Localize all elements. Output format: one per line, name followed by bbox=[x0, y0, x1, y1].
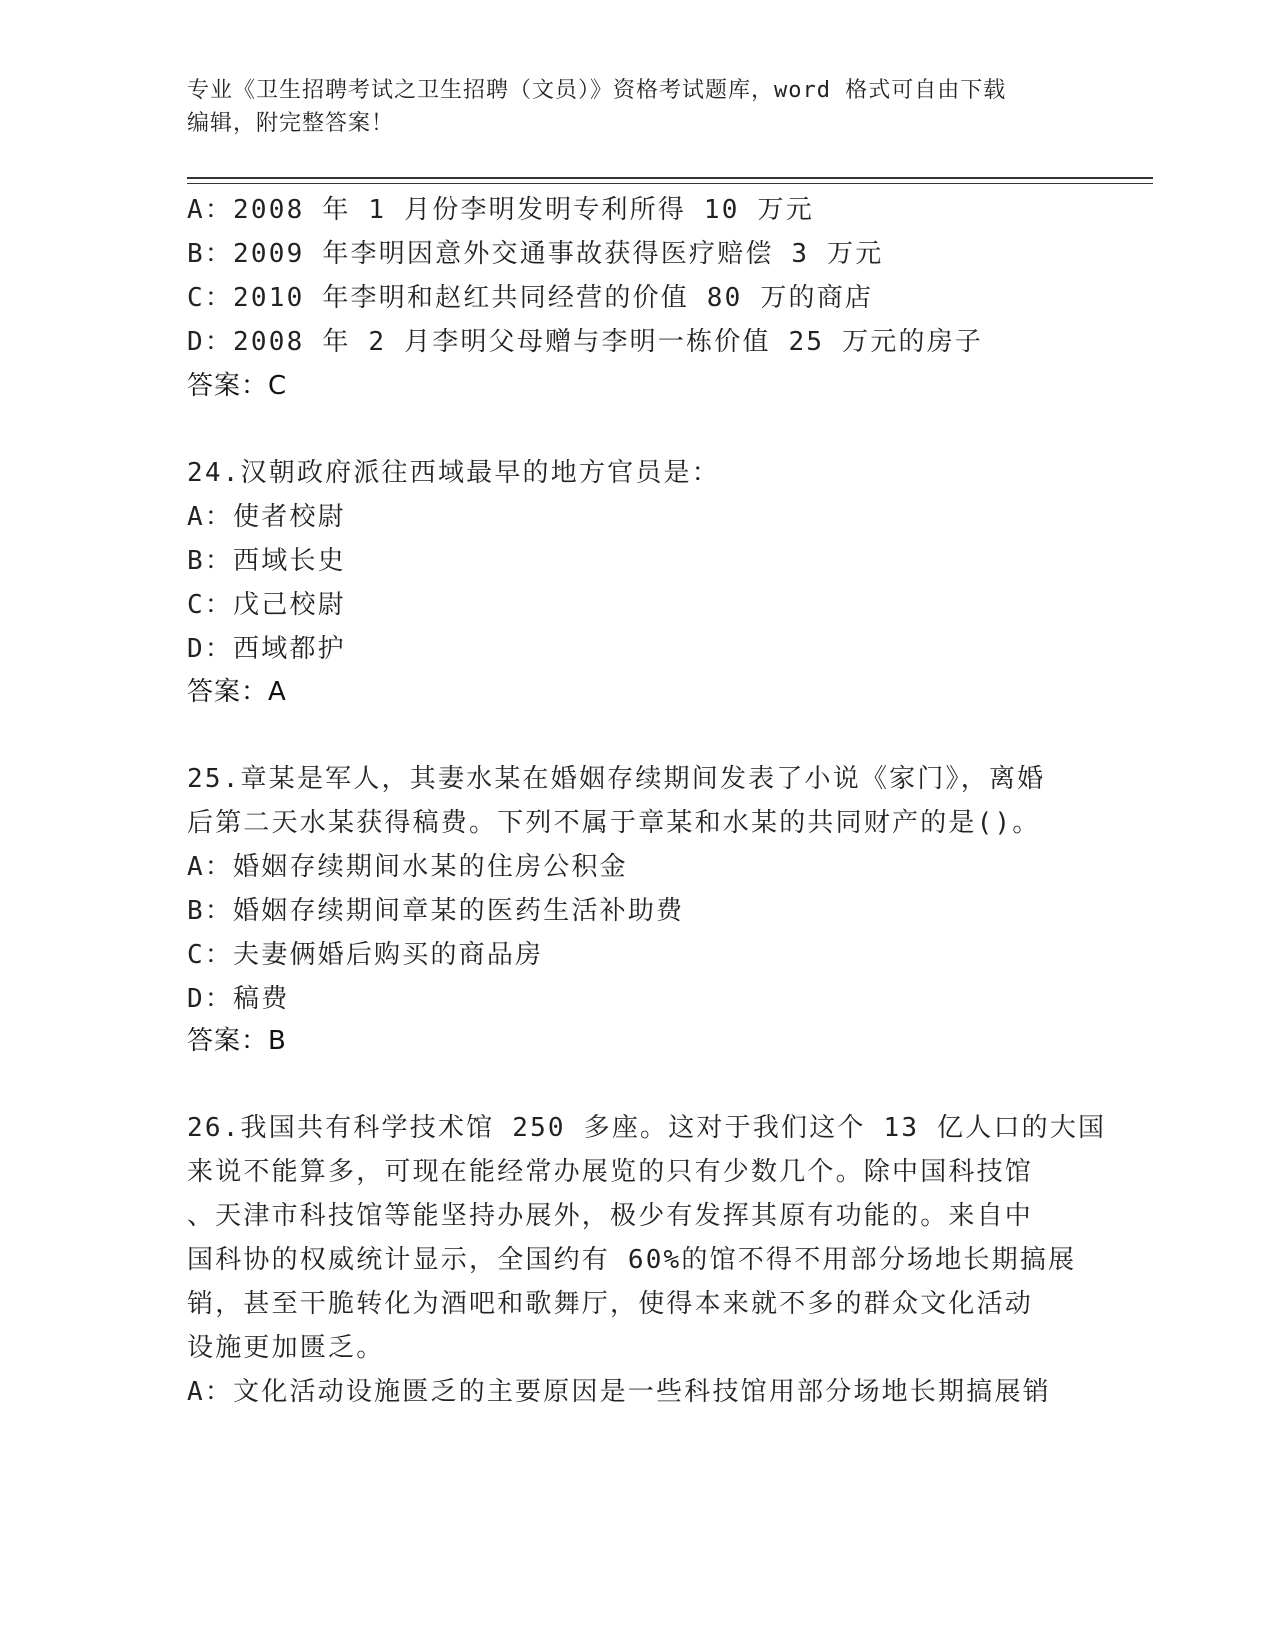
q26-stem-line-2: 来说不能算多，可现在能经常办展览的只有少数几个。除中国科技馆 bbox=[187, 1157, 1034, 1187]
q23-option-d: D：2008 年 2 月李明父母赠与李明一栋价值 25 万元的房子 bbox=[187, 327, 984, 357]
q24-option-a: A：使者校尉 bbox=[187, 502, 346, 532]
q24-option-c: C：戊己校尉 bbox=[187, 590, 346, 620]
q25-option-c: C：夫妻俩婚后购买的商品房 bbox=[187, 940, 544, 970]
q23-answer: 答案：C bbox=[187, 371, 288, 401]
q26-stem-line-4: 国科协的权威统计显示，全国约有 60%的馆不得不用部分场地长期搞展 bbox=[187, 1245, 1077, 1275]
q23-option-c: C：2010 年李明和赵红共同经营的价值 80 万的商店 bbox=[187, 283, 874, 313]
q25-option-d: D：稿费 bbox=[187, 984, 290, 1014]
q26-stem-line-5: 销，甚至干脆转化为酒吧和歌舞厅，使得本来就不多的群众文化活动 bbox=[187, 1289, 1034, 1319]
q25-stem-line-1: 25.章某是军人，其妻水某在婚姻存续期间发表了小说《家门》，离婚 bbox=[187, 764, 1046, 794]
q26-stem-line-3: 、天津市科技馆等能坚持办展外，极少有发挥其原有功能的。来自中 bbox=[187, 1201, 1034, 1231]
q24-option-b: B：西域长史 bbox=[187, 546, 346, 576]
q25-option-a: A：婚姻存续期间水某的住房公积金 bbox=[187, 852, 628, 882]
header-rule-thick bbox=[187, 177, 1153, 179]
header-rule-thin bbox=[187, 183, 1153, 184]
q26-stem-line-1: 26.我国共有科学技术馆 250 多座。这对于我们这个 13 亿人口的大国 bbox=[187, 1113, 1107, 1143]
q25-answer: 答案：B bbox=[187, 1026, 287, 1056]
q24-option-d: D：西域都护 bbox=[187, 634, 346, 664]
q25-stem-line-2: 后第二天水某获得稿费。下列不属于章某和水某的共同财产的是()。 bbox=[187, 808, 1041, 838]
header-line-1: 专业《卫生招聘考试之卫生招聘（文员）》资格考试题库，word 格式可自由下载 bbox=[187, 78, 1007, 103]
q23-option-a: A：2008 年 1 月份李明发明专利所得 10 万元 bbox=[187, 195, 814, 225]
q24-stem: 24.汉朝政府派往西域最早的地方官员是： bbox=[187, 458, 720, 488]
q26-stem-line-6: 设施更加匮乏。 bbox=[187, 1333, 385, 1363]
q24-answer: 答案：A bbox=[187, 677, 287, 707]
page-header bbox=[187, 74, 1067, 140]
q26-option-a: A：文化活动设施匮乏的主要原因是一些科技馆用部分场地长期搞展销 bbox=[187, 1377, 1051, 1407]
q25-option-b: B：婚姻存续期间章某的医药生活补助费 bbox=[187, 896, 685, 926]
q23-option-b: B：2009 年李明因意外交通事故获得医疗赔偿 3 万元 bbox=[187, 239, 884, 269]
header-line-2: 编辑，附完整答案！ bbox=[187, 111, 395, 136]
